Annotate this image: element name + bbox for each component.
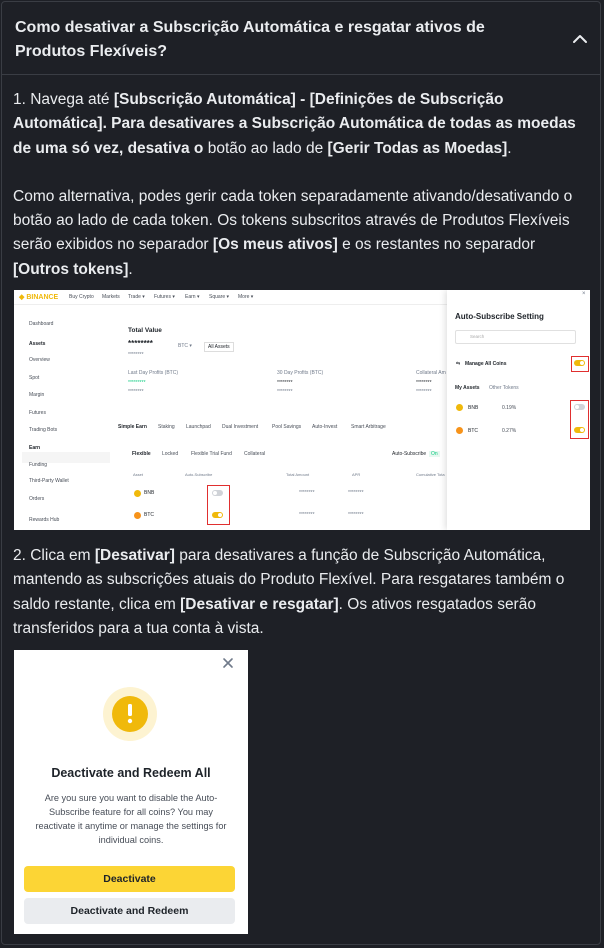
- panel-search-input[interactable]: Search: [455, 330, 576, 344]
- sidebar-item-spot[interactable]: Spot: [29, 375, 40, 381]
- col-asset: Asset: [133, 472, 144, 477]
- close-icon[interactable]: [221, 656, 235, 670]
- col-apr: APR: [352, 472, 361, 477]
- panel-coin: BNB: [468, 405, 479, 411]
- nav-item[interactable]: Buy Crypto: [69, 294, 94, 300]
- tab-auto-invest[interactable]: Auto-Invest: [312, 424, 338, 430]
- last-day-sub: ********: [128, 389, 144, 395]
- row-amount: ********: [299, 512, 315, 518]
- sidebar-item-funding[interactable]: Funding: [29, 462, 48, 468]
- sidebar-item-third-party-wallet[interactable]: Third-Party Wallet: [29, 478, 69, 484]
- col-total-amount: Total Amount: [286, 472, 310, 477]
- sidebar-item-assets[interactable]: Assets: [29, 341, 46, 347]
- auto-subscribe-screenshot: [14, 290, 590, 530]
- sidebar-item-futures[interactable]: Futures: [29, 410, 46, 416]
- collateral-sub: ********: [416, 389, 432, 395]
- row-coin: BTC: [144, 512, 154, 518]
- row-coin: BNB: [144, 490, 155, 496]
- auto-subscribe-badge: On: [431, 451, 438, 457]
- panel-coin: BTC: [468, 428, 478, 434]
- nav-item[interactable]: Futures ▾: [154, 294, 175, 300]
- step2: [13, 544, 591, 641]
- tab-my-assets[interactable]: My Assets: [455, 385, 480, 391]
- subtab-flexible-trial[interactable]: Flexible Trial Fund: [191, 451, 232, 457]
- chevron-up-icon[interactable]: [569, 28, 591, 50]
- close-icon[interactable]: ×: [582, 291, 586, 297]
- dialog-message: Are you sure you want to disable the Auto-Subscribe feature for all coins? You may reactivate it anytime or manage the settings for individual coins.: [35, 793, 227, 845]
- all-assets-button[interactable]: All Assets: [204, 342, 234, 352]
- highlight-box: [570, 400, 589, 439]
- panel-title: Auto-Subscribe Setting: [455, 312, 544, 321]
- row-apr: ********: [348, 490, 364, 496]
- sidebar-item-orders[interactable]: Orders: [29, 496, 45, 502]
- panel-apr: 0.27%: [502, 428, 517, 434]
- sidebar-item-margin[interactable]: Margin: [29, 392, 45, 398]
- sidebar: [14, 304, 114, 530]
- step1-alternative-paragraph: Como alternativa, podes gerir cada token separadamente ativando/desativando o botão ao lado de cada token. Os tokens subscritos através de Produtos Flexíveis serão exibidos no separador [Os meus ativos] e os restantes no separador [Outros tokens].: [13, 187, 573, 278]
- nav-item[interactable]: Trade ▾: [128, 294, 145, 300]
- tab-other-tokens[interactable]: Other Tokens: [489, 385, 519, 391]
- dialog-title: Deactivate and Redeem All: [51, 766, 211, 780]
- 30-day-label: 30 Day Profits (BTC): [277, 370, 324, 376]
- total-value-unit[interactable]: BTC ▾: [178, 343, 192, 349]
- deactivate-button[interactable]: Deactivate: [24, 866, 235, 892]
- sidebar-item-dashboard[interactable]: Dashboard: [29, 321, 54, 327]
- warning-icon: [102, 686, 158, 742]
- collateral-label: Collateral Am: [416, 370, 446, 376]
- btc-coin-icon: [456, 427, 463, 434]
- row-amount: ********: [299, 490, 315, 496]
- bnb-coin-icon: [134, 490, 141, 497]
- manage-icon: ⇆: [456, 361, 461, 367]
- btc-coin-icon: [134, 512, 141, 519]
- 30-day-value: ********: [277, 380, 293, 386]
- tab-dual-investment[interactable]: Dual Investment: [222, 424, 259, 430]
- collateral-value: ********: [416, 380, 432, 386]
- sidebar-item-overview[interactable]: Overview: [29, 357, 50, 363]
- sidebar-item-rewards[interactable]: Rewards Hub: [29, 517, 60, 523]
- sidebar-item-earn[interactable]: Earn: [29, 445, 41, 451]
- manage-all-label: Manage All Coins: [465, 361, 507, 367]
- last-day-value: *********: [128, 380, 146, 386]
- total-value-sub: ********: [128, 352, 144, 358]
- deactivate-dialog-screenshot: [14, 650, 248, 934]
- auto-subscribe-button[interactable]: Auto-Subscribe: [392, 451, 427, 457]
- tab-launchpad[interactable]: Launchpad: [186, 424, 211, 430]
- nav-item[interactable]: Square ▾: [209, 294, 230, 300]
- nav-item[interactable]: Markets: [102, 294, 120, 300]
- highlight-box: [207, 485, 230, 525]
- subtab-flexible[interactable]: Flexible: [132, 451, 151, 457]
- faq-header[interactable]: [2, 2, 600, 75]
- nav-item[interactable]: Earn ▾: [185, 294, 200, 300]
- total-value: ********: [128, 339, 153, 348]
- nav-item[interactable]: More ▾: [238, 294, 254, 300]
- row-apr: ********: [348, 512, 364, 518]
- col-cumulative: Cumulative Tota: [416, 472, 445, 477]
- bnb-coin-icon: [456, 404, 463, 411]
- total-value-label: Total Value: [128, 327, 162, 334]
- subtab-locked[interactable]: Locked: [162, 451, 179, 457]
- step1-paragraph: 1. Navega até [Subscrição Automática] - [Definições de Subscrição Automática]. Para desativares a Subscrição Automática de todas as moedas de uma só vez, desativa o botão ao lado de [Gerir Todas as Moedas].: [13, 91, 576, 157]
- deactivate-and-redeem-button[interactable]: Deactivate and Redeem: [24, 898, 235, 924]
- col-auto-subscribe: Auto-Subscribe: [185, 472, 213, 477]
- last-day-label: Last Day Profits (BTC): [128, 370, 179, 376]
- tab-simple-earn[interactable]: Simple Earn: [118, 424, 147, 430]
- tab-staking[interactable]: Staking: [158, 424, 175, 430]
- faq-answer: [13, 88, 591, 282]
- panel-apr: 0.19%: [502, 405, 517, 411]
- tab-smart-arbitrage[interactable]: Smart Arbitrage: [351, 424, 386, 430]
- tab-pool-savings[interactable]: Pool Savings: [272, 424, 302, 430]
- step2-paragraph: 2. Clica em [Desativar] para desativares a função de Subscrição Automática, mantendo as subscrições atuais do Produto Flexível. Para resgatares também o saldo restante, clica em [Desativar e resgatar]. Os ativos resgatados serão transferidos para a tua conta à vista.: [13, 547, 565, 637]
- auto-subscribe-panel: [447, 290, 590, 530]
- highlight-box: [571, 356, 589, 372]
- subtab-collateral[interactable]: Collateral: [244, 451, 266, 457]
- binance-logo: ◆ BINANCE: [19, 294, 59, 301]
- 30-day-sub: ********: [277, 389, 293, 395]
- faq-question[interactable]: Como desativar a Subscrição Automática e resgatar ativos de Produtos Flexíveis?: [15, 19, 485, 60]
- sidebar-item-trading-bots[interactable]: Trading Bots: [29, 427, 58, 433]
